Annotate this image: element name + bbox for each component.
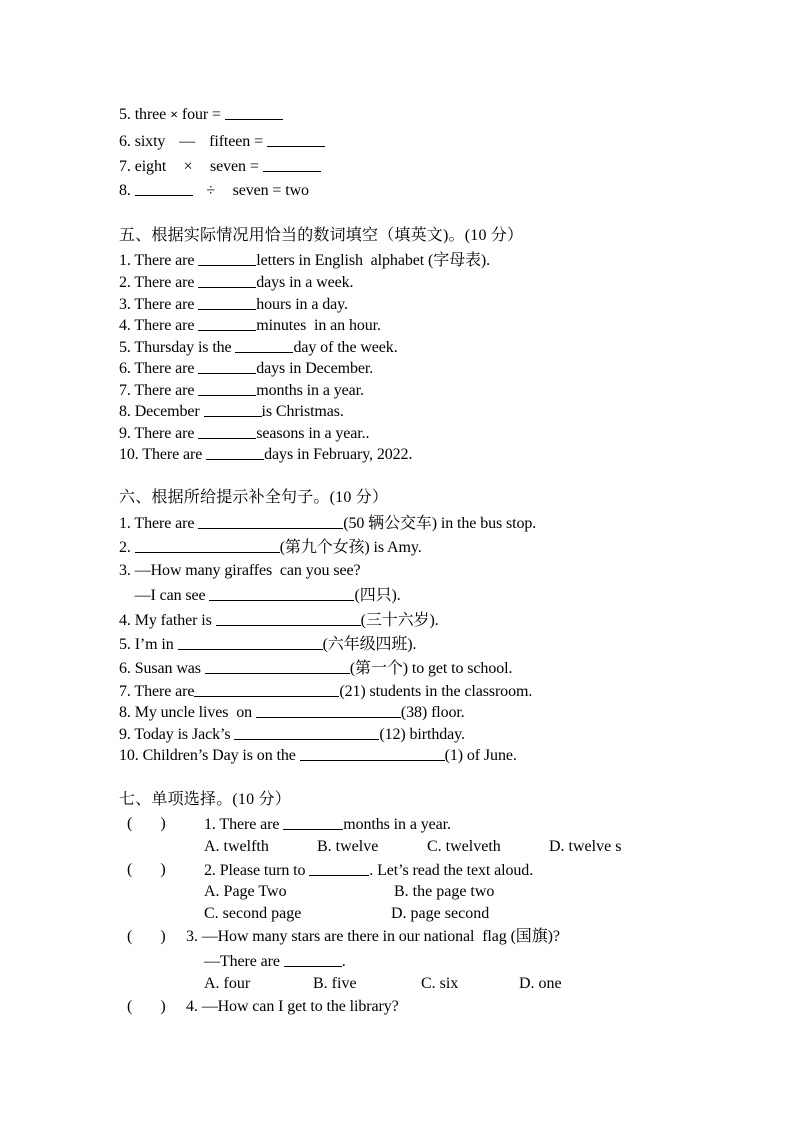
q2-option-b[interactable]: B. the page two [394, 883, 495, 900]
answer-blank[interactable] [205, 658, 350, 674]
answer-blank[interactable] [178, 634, 323, 650]
q1-option-b[interactable]: B. twelve [317, 838, 379, 855]
part5-item-1: 1. There are letters in English alphabet (字母表). [119, 252, 491, 269]
part5-item-2: 2. There are days in a week. [119, 274, 354, 291]
answer-paren[interactable]: ( ) [127, 815, 166, 832]
math-item-6: 6. sixty — fifteen = [119, 131, 325, 152]
q3-option-d[interactable]: D. one [519, 975, 562, 992]
part6-item-9: 9. Today is Jack’s (12) birthday. [119, 726, 465, 743]
answer-blank[interactable] [198, 294, 256, 310]
part6-item-7: 7. There are (21) students in the classroom. [119, 683, 533, 700]
answer-blank[interactable] [209, 585, 354, 601]
math-item-8: 8. ÷ seven = two [119, 182, 309, 199]
answer-blank[interactable] [263, 156, 321, 172]
answer-blank[interactable] [206, 444, 264, 460]
q2-option-a[interactable]: A. Page Two [204, 883, 287, 900]
q4-stem: 4. —How can I get to the library? [186, 998, 399, 1015]
math-item-5: 5. three × four = [119, 104, 283, 126]
answer-blank[interactable] [198, 315, 256, 331]
answer-paren[interactable]: ( ) [127, 861, 166, 878]
answer-paren[interactable]: ( ) [127, 998, 166, 1015]
part5-item-5: 5. Thursday is the day of the week. [119, 339, 398, 356]
part5-item-8: 8. December is Christmas. [119, 403, 344, 420]
part5-item-9: 9. There are seasons in a year.. [119, 425, 370, 442]
part5-item-3: 3. There are hours in a day. [119, 296, 348, 313]
q3-reply: —There are . [204, 953, 346, 970]
answer-blank[interactable] [216, 610, 361, 626]
part6-item-1: 1. There are (50 辆公交车) in the bus stop. [119, 515, 537, 532]
section-6-heading: 六、根据所给提示补全句子。(10 分） [119, 489, 389, 506]
answer-blank[interactable] [267, 131, 325, 147]
part6-item-4: 4. My father is (三十六岁). [119, 612, 439, 629]
answer-blank[interactable] [256, 702, 401, 718]
answer-blank[interactable] [198, 272, 256, 288]
part6-item-3-question: 3. —How many giraffes can you see? [119, 562, 361, 579]
part6-item-8: 8. My uncle lives on (38) floor. [119, 704, 465, 721]
minus-sign: — [179, 133, 196, 150]
answer-blank[interactable] [135, 537, 280, 553]
section-5-heading: 五、根据实际情况用恰当的数词填空（填英文)。(10 分） [119, 227, 524, 244]
part6-item-3-answer: —I can see (四只). [119, 587, 401, 604]
answer-blank[interactable] [198, 250, 256, 266]
q1-option-c[interactable]: C. twelveth [427, 838, 501, 855]
q3-stem: 3. —How many stars are there in our national flag (国旗)? [186, 928, 560, 945]
part5-item-7: 7. There are months in a year. [119, 382, 364, 399]
answer-blank[interactable] [198, 380, 256, 396]
q1-option-d[interactable]: D. twelve s [549, 838, 622, 855]
part6-item-10: 10. Children’s Day is on the (1) of June. [119, 747, 517, 764]
answer-blank[interactable] [135, 180, 193, 196]
part5-item-4: 4. There are minutes in an hour. [119, 317, 381, 334]
math-item-7: 7. eight × seven = [119, 156, 321, 177]
q2-option-d[interactable]: D. page second [391, 905, 490, 922]
answer-blank[interactable] [198, 423, 256, 439]
answer-blank[interactable] [309, 860, 369, 876]
section-7-heading: 七、单项选择。(10 分） [119, 791, 291, 808]
times-sign: × [183, 158, 193, 175]
answer-blank[interactable] [300, 745, 445, 761]
part6-item-6: 6. Susan was (第一个) to get to school. [119, 660, 513, 677]
q3-option-c[interactable]: C. six [421, 975, 459, 992]
answer-paren[interactable]: ( ) [127, 928, 166, 945]
answer-blank[interactable] [225, 104, 283, 120]
part6-item-2: 2. (第九个女孩) is Amy. [119, 539, 422, 556]
q2-stem: 2. Please turn to . Let’s read the text aloud. [204, 862, 534, 879]
times-sign: × [170, 108, 178, 123]
answer-blank[interactable] [234, 724, 379, 740]
part5-item-6: 6. There are days in December. [119, 360, 374, 377]
q2-option-c[interactable]: C. second page [204, 905, 302, 922]
answer-blank[interactable] [198, 358, 256, 374]
part6-item-5: 5. I’m in (六年级四班). [119, 636, 417, 653]
q1-stem: 1. There are months in a year. [204, 816, 451, 833]
answer-blank[interactable] [284, 951, 342, 967]
answer-blank[interactable] [194, 681, 339, 697]
answer-blank[interactable] [235, 337, 293, 353]
q1-option-a[interactable]: A. twelfth [204, 838, 269, 855]
answer-blank[interactable] [198, 513, 343, 529]
divide-sign: ÷ [206, 182, 216, 199]
q3-option-b[interactable]: B. five [313, 975, 357, 992]
part5-item-10: 10. There are days in February, 2022. [119, 446, 413, 463]
answer-blank[interactable] [283, 814, 343, 830]
q3-option-a[interactable]: A. four [204, 975, 251, 992]
answer-blank[interactable] [204, 401, 262, 417]
